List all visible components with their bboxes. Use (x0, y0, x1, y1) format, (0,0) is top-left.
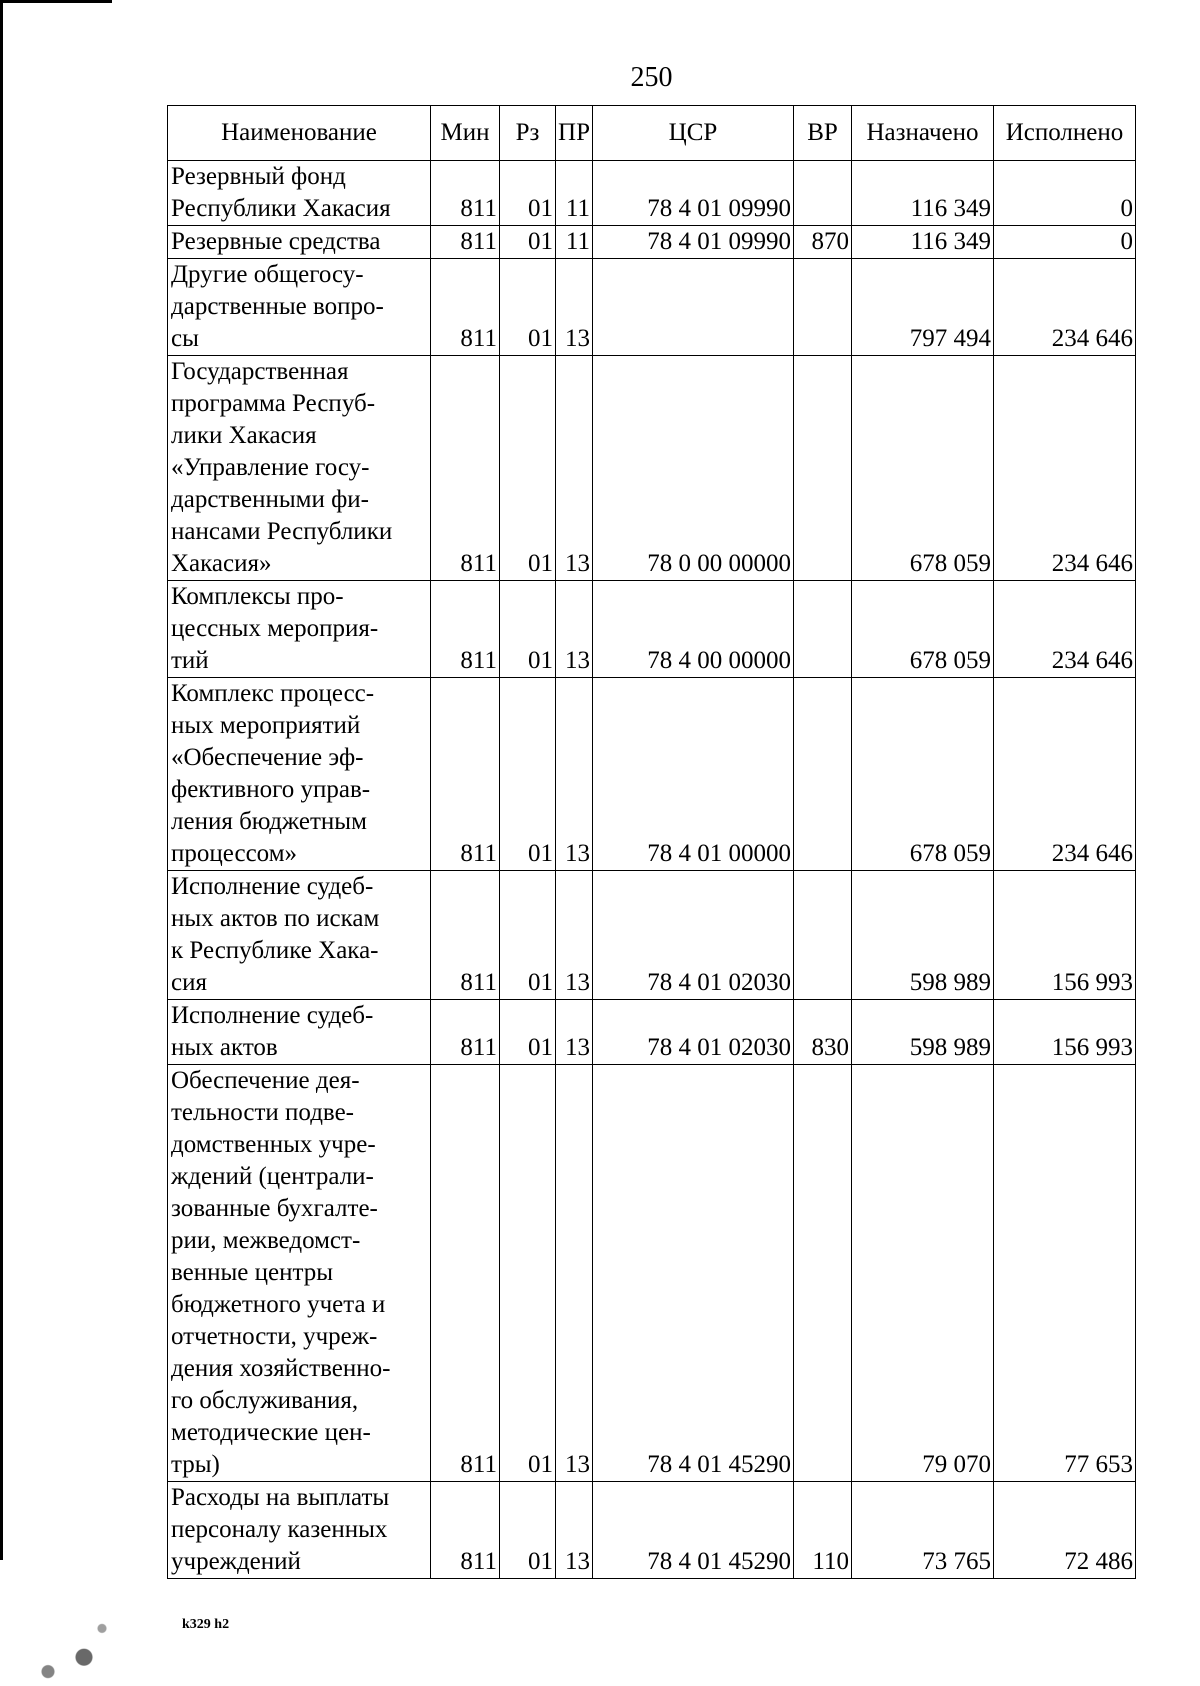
cell-csr: 78 0 00 00000 (593, 356, 794, 581)
cell-min: 811 (431, 259, 500, 356)
cell-min: 811 (431, 678, 500, 871)
cell-min: 811 (431, 1482, 500, 1579)
name-line: тельности подве- (171, 1099, 355, 1126)
column-header-assigned: Назначено (852, 106, 994, 161)
cell-rz: 01 (500, 1065, 556, 1482)
cell-assigned: 73 765 (852, 1482, 994, 1579)
name-line: ных актов по искам (171, 905, 380, 932)
name-line: дения хозяйственно- (171, 1355, 391, 1382)
name-line: домственных учре- (171, 1131, 376, 1158)
table-row (168, 1482, 1136, 1579)
cell-pr: 13 (556, 356, 593, 581)
cell-csr: 78 4 01 45290 (593, 1482, 794, 1579)
column-header-rz: Рз (500, 106, 556, 161)
cell-assigned: 797 494 (852, 259, 994, 356)
name-line: отчетности, учреж- (171, 1323, 378, 1350)
cell-min: 811 (431, 1000, 500, 1065)
cell-csr: 78 4 01 02030 (593, 871, 794, 1000)
name-line: Хакасия» (171, 550, 272, 577)
cell-vr: 830 (794, 1000, 852, 1065)
name-line: Резервный фонд (171, 163, 346, 190)
cell-csr: 78 4 00 00000 (593, 581, 794, 678)
name-line: Республики Хакасия (171, 195, 391, 222)
cell-assigned: 678 059 (852, 356, 994, 581)
name-line: процессом» (171, 840, 298, 867)
name-line: «Управление госу- (171, 454, 370, 481)
cell-name (168, 1482, 431, 1579)
name-line: методические цен- (171, 1419, 371, 1446)
name-line: го обслуживания, (171, 1387, 359, 1414)
name-line: Другие общегосу- (171, 261, 364, 288)
cell-vr (794, 356, 852, 581)
cell-pr: 13 (556, 581, 593, 678)
name-line: сы (171, 325, 199, 352)
cell-pr: 11 (556, 161, 593, 226)
column-header-min: Мин (431, 106, 500, 161)
column-header-vr: ВР (794, 106, 852, 161)
cell-rz: 01 (500, 259, 556, 356)
cell-name (168, 161, 431, 226)
name-line: зованные бухгалте- (171, 1195, 378, 1222)
cell-name (168, 226, 431, 259)
cell-csr: 78 4 01 45290 (593, 1065, 794, 1482)
cell-executed: 72 486 (994, 1482, 1136, 1579)
cell-rz: 01 (500, 581, 556, 678)
cell-pr: 13 (556, 871, 593, 1000)
name-line: бюджетного учета и (171, 1291, 386, 1318)
cell-name (168, 678, 431, 871)
name-line: ждений (централи- (171, 1163, 374, 1190)
cell-name (168, 1000, 431, 1065)
column-header-pr: ПР (556, 106, 593, 161)
cell-min: 811 (431, 356, 500, 581)
table-row (168, 678, 1136, 871)
cell-rz: 01 (500, 1482, 556, 1579)
column-header-executed: Исполнено (994, 106, 1136, 161)
cell-name (168, 871, 431, 1000)
name-line: дарственными фи- (171, 486, 369, 513)
cell-executed: 156 993 (994, 871, 1136, 1000)
table-row (168, 161, 1136, 226)
table-row (168, 871, 1136, 1000)
table-body (168, 161, 1136, 1579)
cell-pr: 13 (556, 678, 593, 871)
table-row (168, 226, 1136, 259)
name-line: цессных мероприя- (171, 615, 379, 642)
cell-vr (794, 678, 852, 871)
cell-pr: 13 (556, 1065, 593, 1482)
name-line: Государственная (171, 358, 349, 385)
cell-vr (794, 259, 852, 356)
cell-csr: 78 4 01 09990 (593, 161, 794, 226)
cell-executed: 234 646 (994, 259, 1136, 356)
name-line: ных актов (171, 1034, 278, 1061)
footer-code: k329 h2 (182, 1617, 230, 1632)
cell-executed: 234 646 (994, 356, 1136, 581)
name-line: ных мероприятий (171, 712, 361, 739)
cell-executed: 0 (994, 226, 1136, 259)
cell-executed: 77 653 (994, 1065, 1136, 1482)
name-line: венные центры (171, 1259, 334, 1286)
scan-artifact (0, 1590, 120, 1686)
cell-assigned: 598 989 (852, 1000, 994, 1065)
cell-rz: 01 (500, 678, 556, 871)
cell-pr: 11 (556, 226, 593, 259)
cell-min: 811 (431, 581, 500, 678)
column-header-name: Наименование (168, 106, 431, 161)
cell-min: 811 (431, 161, 500, 226)
name-line: персоналу казенных (171, 1516, 388, 1543)
name-line: программа Респуб- (171, 390, 376, 417)
cell-min: 811 (431, 871, 500, 1000)
name-line: Резервные средства (171, 228, 381, 255)
cell-rz: 01 (500, 356, 556, 581)
page-number: 250 (630, 62, 673, 93)
cell-assigned: 116 349 (852, 161, 994, 226)
cell-executed: 234 646 (994, 678, 1136, 871)
name-line: Комплексы про- (171, 583, 344, 610)
cell-assigned: 116 349 (852, 226, 994, 259)
cell-pr: 13 (556, 1482, 593, 1579)
table-row (168, 1000, 1136, 1065)
table-row (168, 581, 1136, 678)
cell-assigned: 678 059 (852, 678, 994, 871)
name-line: тий (171, 647, 209, 674)
name-line: Расходы на выплаты (171, 1484, 390, 1511)
name-line: Исполнение судеб- (171, 1002, 374, 1029)
cell-executed: 156 993 (994, 1000, 1136, 1065)
cell-name (168, 1065, 431, 1482)
cell-rz: 01 (500, 226, 556, 259)
cell-name (168, 356, 431, 581)
scan-edge-top (0, 0, 112, 3)
name-line: Обеспечение дея- (171, 1067, 360, 1094)
table-row (168, 259, 1136, 356)
table-header-row (168, 106, 1136, 161)
name-line: нансами Республики (171, 518, 393, 545)
table-row (168, 1065, 1136, 1482)
name-line: Исполнение судеб- (171, 873, 374, 900)
cell-executed: 234 646 (994, 581, 1136, 678)
cell-vr (794, 1065, 852, 1482)
cell-min: 811 (431, 1065, 500, 1482)
cell-csr: 78 4 01 02030 (593, 1000, 794, 1065)
name-line: фективного управ- (171, 776, 371, 803)
cell-csr: 78 4 01 09990 (593, 226, 794, 259)
cell-csr: 78 4 01 00000 (593, 678, 794, 871)
cell-rz: 01 (500, 1000, 556, 1065)
cell-min: 811 (431, 226, 500, 259)
budget-table (167, 105, 1136, 1579)
cell-vr: 110 (794, 1482, 852, 1579)
column-header-csr: ЦСР (593, 106, 794, 161)
name-line: «Обеспечение эф- (171, 744, 364, 771)
name-line: Комплекс процесс- (171, 680, 375, 707)
cell-csr (593, 259, 794, 356)
cell-vr: 870 (794, 226, 852, 259)
name-line: сия (171, 969, 207, 996)
name-line: рии, межведомст- (171, 1227, 361, 1254)
cell-vr (794, 871, 852, 1000)
cell-rz: 01 (500, 871, 556, 1000)
name-line: к Республике Хака- (171, 937, 379, 964)
name-line: лики Хакасия (171, 422, 317, 449)
cell-name (168, 259, 431, 356)
table-row (168, 356, 1136, 581)
cell-name (168, 581, 431, 678)
cell-pr: 13 (556, 1000, 593, 1065)
cell-vr (794, 581, 852, 678)
cell-assigned: 79 070 (852, 1065, 994, 1482)
cell-executed: 0 (994, 161, 1136, 226)
name-line: ления бюджетным (171, 808, 367, 835)
cell-assigned: 598 989 (852, 871, 994, 1000)
cell-vr (794, 161, 852, 226)
cell-rz: 01 (500, 161, 556, 226)
cell-assigned: 678 059 (852, 581, 994, 678)
name-line: тры) (171, 1451, 220, 1478)
name-line: дарственные вопро- (171, 293, 384, 320)
scan-edge-left (0, 0, 3, 1560)
name-line: учреждений (171, 1548, 301, 1575)
cell-pr: 13 (556, 259, 593, 356)
